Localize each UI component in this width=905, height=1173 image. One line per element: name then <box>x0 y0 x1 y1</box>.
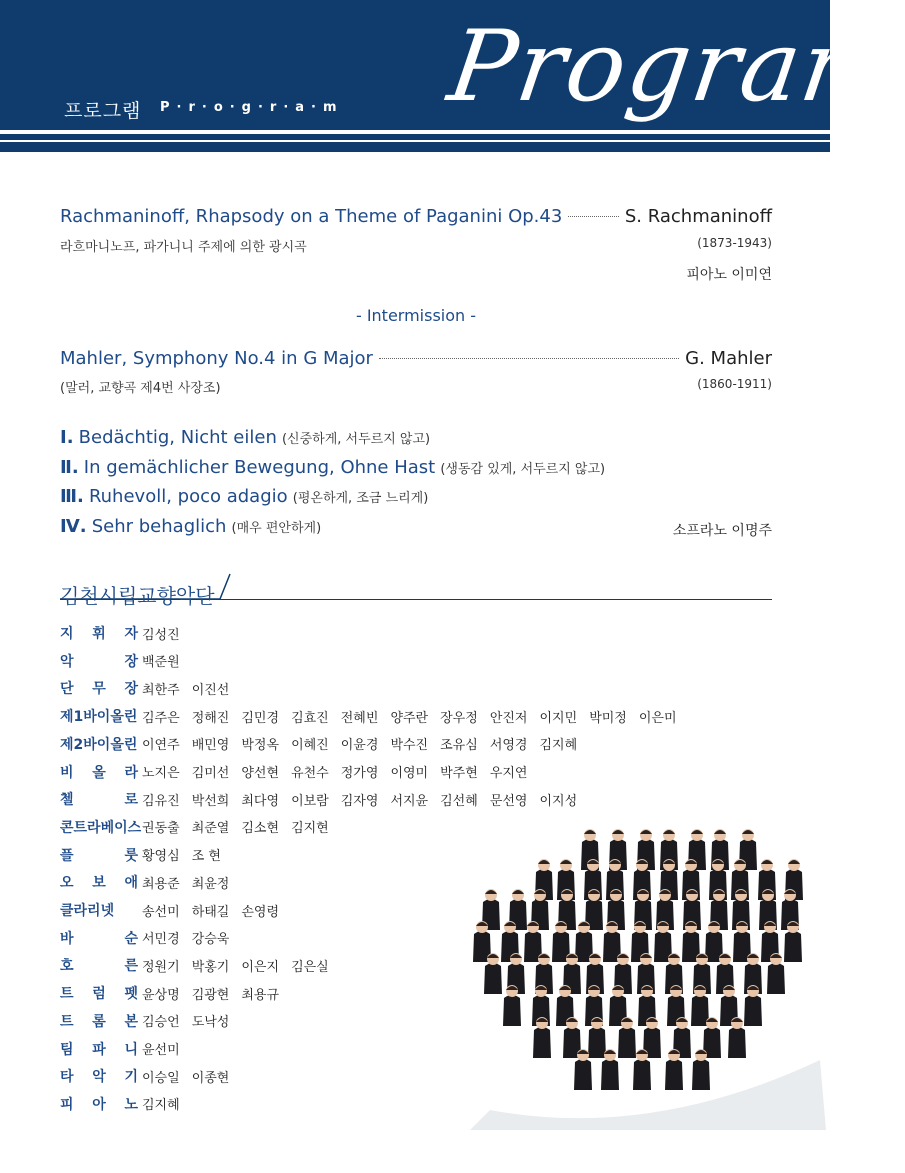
member-name: 이연주 <box>142 738 180 754</box>
member-name: 송선미 <box>142 904 180 920</box>
member-name: 배민영 <box>191 738 230 754</box>
member-name: 강승욱 <box>191 932 230 948</box>
movement-3 <box>60 486 428 507</box>
member-name: 황영심 <box>142 849 180 865</box>
member-name: 최준열 <box>191 821 230 837</box>
movement-number: Ⅰ. <box>60 427 74 448</box>
member-name: 유천수 <box>291 766 329 781</box>
member-name: 김주은 <box>142 710 180 726</box>
member-name: 이진선 <box>191 682 230 698</box>
roster-row <box>60 705 689 727</box>
section-members <box>142 707 689 726</box>
section-members <box>142 734 589 753</box>
member-name: 김승언 <box>142 1015 180 1031</box>
section-members <box>142 679 241 698</box>
work2-years: (1860-1911) <box>697 377 772 391</box>
roster-row <box>60 1093 192 1115</box>
member-name: 노지은 <box>142 766 180 781</box>
member-name: 이윤경 <box>340 738 379 754</box>
member-name: 최윤정 <box>191 876 230 892</box>
member-name: 이보람 <box>291 793 329 809</box>
section-members <box>142 1067 241 1086</box>
roster-row <box>60 844 233 866</box>
member-name: 정해진 <box>191 710 230 726</box>
member-name: 서민경 <box>142 932 180 948</box>
section-members <box>142 817 341 836</box>
member-name: 김소현 <box>241 821 280 837</box>
section-label: 클라리넷 <box>60 903 115 919</box>
member-name: 이영미 <box>390 766 429 781</box>
section-label: 제1바이올린 <box>60 709 138 726</box>
roster-row <box>60 954 341 976</box>
section-members <box>142 1039 192 1058</box>
work1-performer: 피아노 이미연 <box>686 267 772 283</box>
movement-2 <box>60 457 605 478</box>
work2-row <box>60 348 772 369</box>
roster-row <box>60 816 341 838</box>
movement-4 <box>60 516 321 537</box>
movement-number: Ⅳ. <box>60 516 87 537</box>
member-name: 김유진 <box>142 793 180 809</box>
section-label: 트 럼 펫 <box>60 986 138 1003</box>
header-banner <box>0 0 905 152</box>
member-name: 조 현 <box>191 849 221 865</box>
member-name: 이지민 <box>539 710 578 726</box>
section-members <box>142 845 233 864</box>
member-name: 하태길 <box>191 904 230 920</box>
roster-row <box>60 677 241 699</box>
header-title-en: P·r·o·g·r·a·m <box>160 100 344 115</box>
roster-row <box>60 899 291 921</box>
movement-ko: (매우 편안하게) <box>231 521 322 536</box>
movement-number: Ⅲ. <box>60 486 84 507</box>
section-members <box>142 928 241 947</box>
section-label: 지 휘 자 <box>60 626 138 642</box>
member-name: 김광현 <box>191 987 230 1003</box>
movement-number: Ⅱ. <box>60 457 79 478</box>
roster-row <box>60 622 192 644</box>
intermission-label: - Intermission - <box>355 306 477 325</box>
work2-title: Mahler, Symphony No.4 in G Major <box>60 348 373 369</box>
member-name: 김미선 <box>191 766 230 781</box>
member-name: 최다영 <box>241 793 280 809</box>
movement-1 <box>60 427 430 448</box>
member-name: 장우정 <box>440 710 478 726</box>
movement-title: In gemächlicher Bewegung, Ohne Hast <box>83 457 436 478</box>
section-label: 팀 파 니 <box>60 1041 138 1058</box>
member-name: 백준원 <box>142 655 180 671</box>
member-name: 이종현 <box>191 1070 230 1086</box>
header-script-title: Program <box>441 10 905 124</box>
header-divider-thick <box>0 130 830 134</box>
member-name: 우지연 <box>489 766 528 781</box>
roster-row <box>60 650 192 672</box>
member-name: 박정옥 <box>241 738 280 754</box>
movement-ko: (신중하게, 서두르지 않고) <box>281 432 431 447</box>
section-label: 첼 로 <box>60 792 138 809</box>
orchestra-group-photo <box>470 810 826 1130</box>
member-name: 문선영 <box>489 793 528 809</box>
movement-title: Sehr behaglich <box>91 516 227 537</box>
member-name: 김은실 <box>291 959 329 975</box>
roster-row <box>60 1010 241 1032</box>
roster-row <box>60 1038 192 1060</box>
work1-subtitle-ko: 라흐마니노프, 파가니니 주제에 의한 광시곡 <box>60 240 307 255</box>
member-name: 도낙성 <box>191 1015 230 1031</box>
member-name: 최한주 <box>142 682 180 698</box>
section-members <box>142 624 192 643</box>
member-name: 김지혜 <box>142 1098 180 1114</box>
member-name: 최용규 <box>241 987 280 1003</box>
work2-performer: 소프라노 이명주 <box>672 523 772 539</box>
work2-subtitle-ko: (말러, 교향곡 제4번 사장조) <box>60 381 221 396</box>
movement-title: Bedächtig, Nicht eilen <box>78 427 277 448</box>
member-name: 이은미 <box>638 710 677 726</box>
work1-title: Rachmaninoff, Rhapsody on a Theme of Paganini Op.43 <box>60 206 563 227</box>
member-name: 윤상명 <box>142 987 180 1003</box>
work1-row <box>60 206 772 227</box>
roster-row <box>60 1065 241 1087</box>
section-label: 트 롬 본 <box>60 1013 138 1030</box>
member-name: 이지성 <box>539 793 578 809</box>
member-name: 서지윤 <box>390 793 429 809</box>
section-members <box>142 1011 241 1030</box>
section-label: 악 장 <box>60 653 138 670</box>
section-members <box>142 873 241 892</box>
work1-composer: S. Rachmaninoff <box>624 206 772 227</box>
member-name: 김민경 <box>241 710 280 726</box>
member-name: 김성진 <box>142 627 180 643</box>
section-members <box>142 956 341 975</box>
work1-leader <box>568 216 619 217</box>
movement-ko: (평온하게, 조금 느리게) <box>292 491 429 506</box>
roster-row <box>60 871 241 893</box>
section-label: 제2바이올린 <box>60 736 138 753</box>
member-name: 정가영 <box>340 766 379 781</box>
member-name: 박주현 <box>440 766 478 781</box>
member-name: 권동출 <box>142 821 180 837</box>
work1-years: (1873-1943) <box>697 236 772 250</box>
member-name: 김자영 <box>340 793 379 809</box>
work2-leader <box>379 358 679 359</box>
section-members <box>142 790 589 809</box>
roster-row <box>60 733 589 755</box>
member-name: 이은지 <box>241 959 280 975</box>
header-divider-thin <box>0 140 830 142</box>
movement-ko: (생동감 있게, 서두르지 않고) <box>440 462 606 477</box>
member-name: 서영경 <box>489 738 528 754</box>
member-name: 손영령 <box>241 904 280 920</box>
header-title-ko: 프로그램 <box>64 100 142 122</box>
member-name: 조유심 <box>440 738 478 754</box>
section-label: 콘트라베이스 <box>60 819 142 836</box>
roster-row <box>60 788 589 810</box>
section-members <box>142 984 291 1003</box>
section-label: 오 보 애 <box>60 875 138 892</box>
roster-row <box>60 982 291 1004</box>
section-label: 바 순 <box>60 930 138 947</box>
section-label: 호 른 <box>60 958 138 975</box>
roster-row <box>60 761 540 783</box>
section-label: 피 아 노 <box>60 1096 138 1113</box>
member-name: 최용준 <box>142 876 180 892</box>
member-name: 박홍기 <box>191 959 230 975</box>
member-name: 양주란 <box>390 710 429 726</box>
member-name: 안진저 <box>489 710 528 726</box>
section-label: 단 무 장 <box>60 681 138 698</box>
section-label: 비 올 라 <box>60 764 138 781</box>
member-name: 이승일 <box>142 1070 180 1086</box>
section-members <box>142 1094 192 1113</box>
member-name: 박수진 <box>390 738 429 754</box>
orchestra-title: 김천시립교향악단 <box>60 584 215 608</box>
section-members <box>142 901 291 920</box>
roster-row <box>60 927 241 949</box>
member-name: 김효진 <box>291 710 329 726</box>
member-name: 박선희 <box>191 793 230 809</box>
member-name: 양선현 <box>241 766 280 781</box>
section-members <box>142 762 540 781</box>
work2-composer: G. Mahler <box>685 348 772 369</box>
member-name: 김선혜 <box>440 793 478 809</box>
movement-title: Ruhevoll, poco adagio <box>88 486 288 507</box>
member-name: 이혜진 <box>291 738 329 754</box>
section-label: 플 룻 <box>60 847 138 864</box>
member-name: 김지혜 <box>539 738 578 754</box>
section-members <box>142 651 192 670</box>
member-name: 김지현 <box>291 821 329 837</box>
member-name: 박미정 <box>589 710 627 726</box>
member-name: 전혜빈 <box>340 710 379 726</box>
member-name: 정원기 <box>142 959 180 975</box>
section-label: 타 악 기 <box>60 1069 138 1086</box>
member-name: 윤선미 <box>142 1043 180 1058</box>
